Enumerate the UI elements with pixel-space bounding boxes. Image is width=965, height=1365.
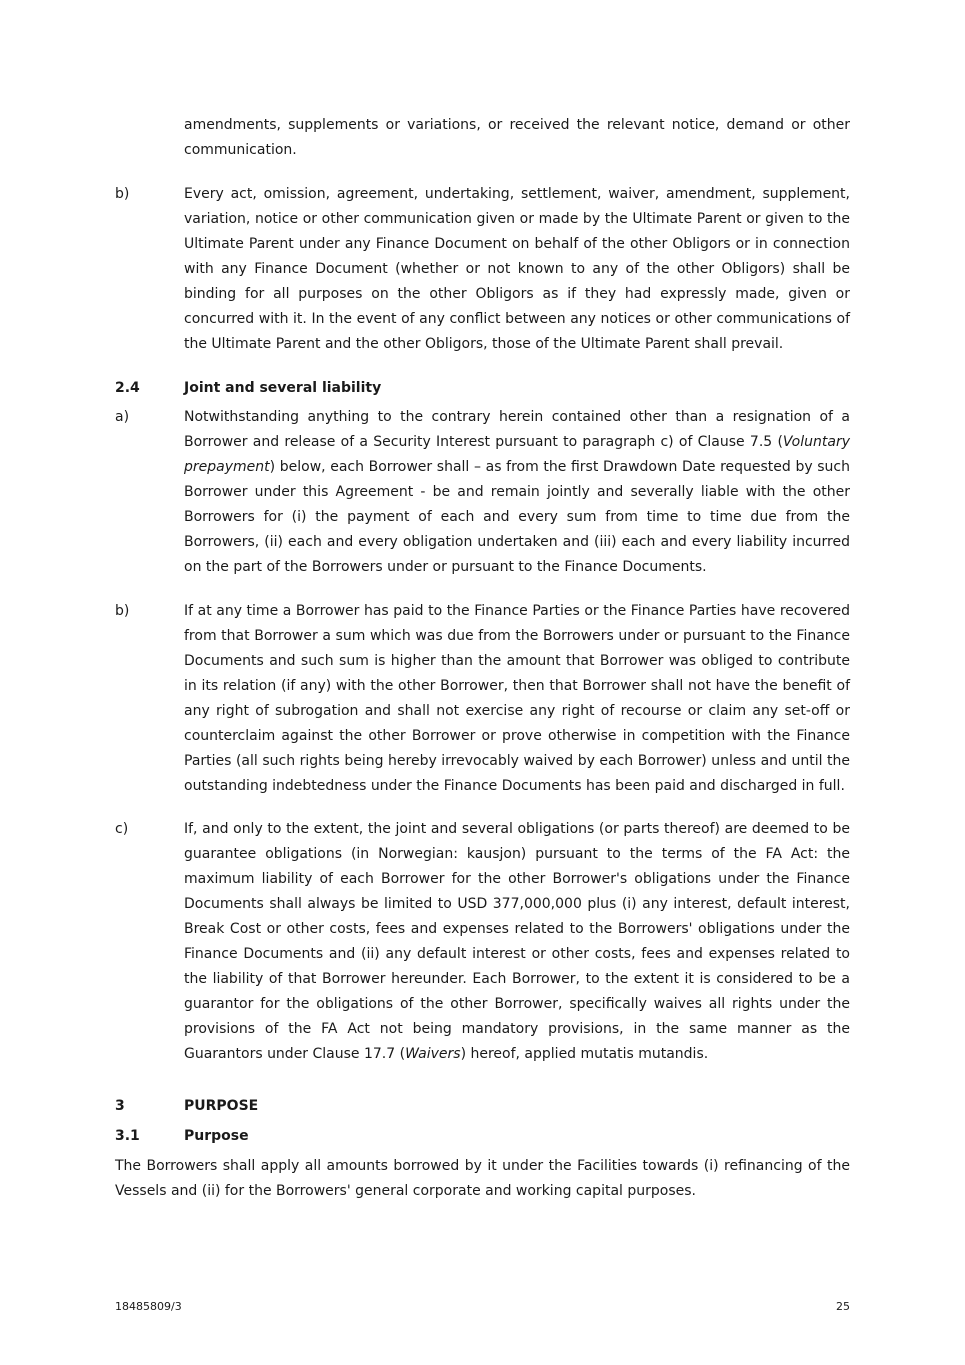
voluntary-prepayment-ref: Voluntary prepayment bbox=[184, 434, 850, 475]
para-b2-text: If at any time a Borrower has paid to the Finance Parties or the Finance Parties have recovered from that Borrower a sum which was due from the Borrowers under or pursuant to the Finance Documents and such sum is higher than the amount that Borrower was obliged to contribute in its relation (if any) with the other Borrower, then that Borrower shall not have the benefit of any right of subrogation and shall not exercise any right of recourse or claim any set-off or counterclaim against the other Borrower or prove otherwise in competition with the Finance Parties (all such rights being hereby irrevocably waived by each Borrower) unless and until the outstanding indebtedness under the Finance Documents has been paid and discharged in full. bbox=[184, 603, 850, 794]
para-b-text: Every act, omission, agreement, undertaking, settlement, waiver, amendment, supplement, variation, notice or other communication given or made by the Ultimate Parent or given to the Ultimate Parent under any Finance Document on behalf of the other Obligors or in connection with any Finance Document (whether or not known to any of the other Obligors) shall be binding for all purposes on the other Obligors as if they had expressly made, given or concurred with it. In the event of any conflict between any notices or other communications of the Ultimate Parent and the other Obligors, those of the Ultimate Parent shall prevail. bbox=[184, 186, 850, 352]
footer-doc-ref: 18485809/3 bbox=[115, 1300, 182, 1313]
section-3-1-number: 3.1 bbox=[115, 1128, 140, 1144]
section-3-1-title: Purpose bbox=[184, 1128, 249, 1144]
continuation-paragraph: amendments, supplements or variations, or received the relevant notice, demand or other communication. bbox=[184, 117, 850, 158]
section-3-title: PURPOSE bbox=[184, 1098, 259, 1114]
section-2-4-title: Joint and several liability bbox=[184, 380, 382, 396]
footer-page-number: 25 bbox=[836, 1300, 850, 1313]
para-c-label: c) bbox=[115, 821, 129, 837]
section-3-number: 3 bbox=[115, 1098, 125, 1114]
waivers-ref: Waivers bbox=[405, 1046, 461, 1062]
section-2-4-number: 2.4 bbox=[115, 380, 140, 396]
para-c-text: If, and only to the extent, the joint and several obligations (or parts thereof) are deemed to be guarantee obligations (in Norwegian: kausjon) pursuant to the terms of the FA Act: the maximum liability of each Borrower for the other Borrower's obligations under the Finance Documents shall always be limited to USD 377,000,000 plus (i) any interest, default interest, Break Cost or other costs, fees and expenses related to the Borrowers' obligations under the Finance Documents and (ii) any default interest or other costs, fees and expenses related to the liability of that Borrower hereunder. Each Borrower, to the extent it is considered to be a guarantor for the obligations of the other Borrower, specifically waives all rights under the provisions of the FA Act not being mandatory provisions, in the same manner as the Guarantors under Clause 17.7 (Waivers) hereof, applied mutatis mutandis. bbox=[184, 821, 850, 1062]
para-a-text: Notwithstanding anything to the contrary herein contained other than a resignation of a Borrower and release of a Security Interest pursuant to paragraph c) of Clause 7.5 (Voluntary prepayment) below, each Borrower shall – as from the first Drawdown Date requested by such Borrower under this Agreement - be and remain jointly and severally liable with the other Borrowers for (i) the payment of each and every sum from time to time due from the Borrowers, (ii) each and every obligation undertaken and (iii) each and every liability incurred on the part of the Borrowers under or pursuant to the Finance Documents. bbox=[184, 409, 850, 575]
para-a-label: a) bbox=[115, 409, 130, 425]
purpose-paragraph: The Borrowers shall apply all amounts borrowed by it under the Facilities towards (i) refinancing of the Vessels and (ii) for the Borrowers' general corporate and working capital purposes. bbox=[115, 1158, 850, 1199]
para-b2-label: b) bbox=[115, 603, 130, 619]
para-b-label: b) bbox=[115, 186, 130, 202]
